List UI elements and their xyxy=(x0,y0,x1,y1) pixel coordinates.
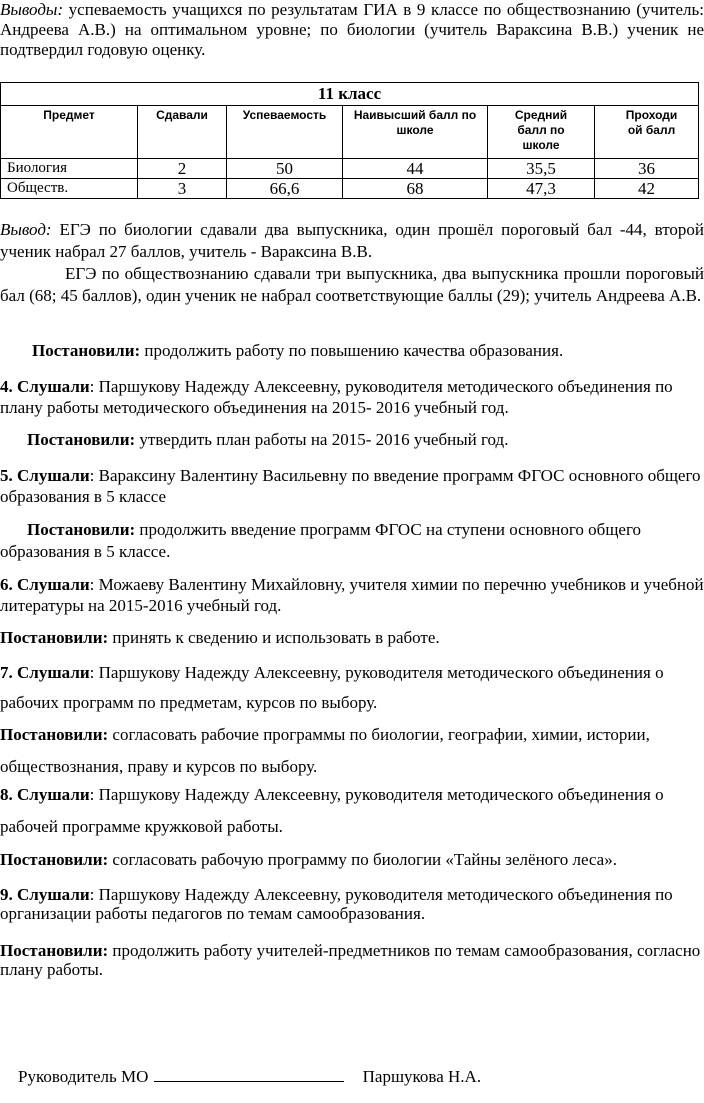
resolution-text: согласовать рабочую программу по биологии «Тайны зелёного леса». xyxy=(108,850,617,869)
resolution-text: обществознания, праву и курсов по выбору. xyxy=(0,757,318,776)
item-number: 5. xyxy=(0,466,13,485)
signature-block xyxy=(18,1066,481,1087)
resolved-label: Постановили: xyxy=(0,725,109,744)
heard-item-7 xyxy=(0,663,704,683)
resolution-text: продолжить работу по повышению качества образования. xyxy=(140,341,564,360)
resolution-text: продолжить введение программ ФГОС на ступени основного общего образования в 5 классе. xyxy=(0,520,642,561)
resolution-item-7-cont xyxy=(0,757,704,777)
table-cell: 42 xyxy=(595,179,699,199)
results-table xyxy=(0,82,699,199)
resolution-item-8 xyxy=(0,850,704,870)
resolution-text: продолжить работу учителей-предметников по темам самообразования, согласно плану работы. xyxy=(0,941,701,979)
heard-label: Слушали xyxy=(17,377,90,396)
table-cell: 2 xyxy=(138,159,227,179)
heard-label: Слушали xyxy=(17,885,90,904)
heard-text: рабочей программе кружковой работы. xyxy=(0,817,283,836)
heard-text: : Вараксину Валентину Васильевну по введение программ ФГОС основного общего образования в 5 классе xyxy=(0,466,701,506)
conclusion-gia xyxy=(0,0,704,60)
heard-text: рабочих программ по предметам, курсов по выбору. xyxy=(0,693,378,712)
resolution-text: согласовать рабочие программы по биологии, географии, химии, истории, xyxy=(108,725,650,744)
resolved-label: Постановили: xyxy=(32,341,141,360)
resolved-label: Постановили: xyxy=(0,850,109,869)
table-cell: Обществ. xyxy=(1,179,138,199)
resolved-label: Постановили: xyxy=(27,430,136,449)
heard-text: : Паршукову Надежду Алексеевну, руководителя методического объединения по организации работы педагогов по темам самообразования. xyxy=(0,885,673,923)
heard-text: : Можаеву Валентину Михайловну, учителя химии по перечню учебников и учебной литературы на 2015-2016 учебный год. xyxy=(0,575,704,615)
resolution-item-5 xyxy=(0,519,704,563)
resolution-item-4 xyxy=(0,430,704,450)
column-header: Успеваемость xyxy=(227,106,343,159)
heard-label: Слушали xyxy=(17,466,90,485)
table-cell: 66,6 xyxy=(227,179,343,199)
conclusion-label: Выводы: xyxy=(0,0,64,19)
heard-item-4 xyxy=(0,376,704,418)
item-number: 9. xyxy=(0,885,13,904)
heard-item-7-cont xyxy=(0,693,704,713)
table-cell: 36 xyxy=(595,159,699,179)
resolution-text: принять к сведению и использовать в работе. xyxy=(108,628,440,647)
table-cell: 44 xyxy=(343,159,488,179)
conclusion-label: Вывод: xyxy=(0,220,52,239)
heard-item-8 xyxy=(0,785,704,805)
item-number: 7. xyxy=(0,663,13,682)
signature-name: Паршукова Н.А. xyxy=(362,1067,482,1086)
resolved-label: Постановили: xyxy=(0,941,109,960)
resolution-item-9 xyxy=(0,941,704,979)
heard-text: : Паршукову Надежду Алексеевну, руководителя методического объединения о xyxy=(89,785,664,804)
table-cell: 47,3 xyxy=(488,179,595,199)
heard-text: : Паршукову Надежду Алексеевну, руководителя методического объединения по плану работы методического объединения на 2015- 2016 учебный год. xyxy=(0,377,673,417)
heard-item-8-cont xyxy=(0,817,704,837)
conclusion-ege-social xyxy=(0,263,704,307)
column-header: Наивысший балл по школе xyxy=(343,106,488,159)
conclusion-text: успеваемость учащихся по результатам ГИА в 9 классе по обществознанию (учитель: Андреева А.В.) на оптимальном уровне; по биологии (учитель Вараксина В.В.) ученик не подтвердил годовую оценку. xyxy=(0,0,704,59)
item-number: 4. xyxy=(0,377,13,396)
conclusion-ege xyxy=(0,219,704,263)
heard-text: : Паршукову Надежду Алексеевну, руководителя методического объединения о xyxy=(89,663,664,682)
table-cell: Биология xyxy=(1,159,138,179)
resolution-item-6 xyxy=(0,628,704,648)
table-row xyxy=(1,159,699,179)
heard-label: Слушали xyxy=(17,663,90,682)
table-cell: 68 xyxy=(343,179,488,199)
resolution-text: утвердить план работы на 2015- 2016 учебный год. xyxy=(135,430,509,449)
heard-item-6 xyxy=(0,574,704,616)
column-header: Средний балл по школе xyxy=(488,106,595,159)
table-title: 11 класс xyxy=(1,83,699,106)
conclusion-text-biology: ЕГЭ по биологии сдавали два выпускника, один прошёл пороговый бал -44, второй ученик набрал 27 баллов, учитель - Вараксина В.В. xyxy=(0,220,704,261)
heard-item-9 xyxy=(0,885,704,923)
heard-label: Слушали xyxy=(17,575,90,594)
item-number: 6. xyxy=(0,575,13,594)
column-header: Предмет xyxy=(1,106,138,159)
resolved-label: Постановили: xyxy=(27,520,136,539)
column-header: Проходи ой балл xyxy=(595,106,699,159)
table-row xyxy=(1,179,699,199)
resolved-label: Постановили: xyxy=(0,628,109,647)
signature-role: Руководитель МО xyxy=(18,1067,149,1086)
conclusion-text-social: ЕГЭ по обществознанию сдавали три выпускника, два выпускника прошли пороговый бал (68; 45 баллов), один ученик не набрал соответствующие баллы (29); учитель Андреева А.В. xyxy=(0,264,704,305)
resolution-item-7 xyxy=(0,725,704,745)
table-header-row xyxy=(1,106,699,159)
resolution-quality xyxy=(0,341,704,361)
table-cell: 3 xyxy=(138,179,227,199)
signature-line xyxy=(154,1066,344,1082)
heard-item-5 xyxy=(0,465,704,507)
heard-label: Слушали xyxy=(17,785,90,804)
item-number: 8. xyxy=(0,785,13,804)
table-cell: 35,5 xyxy=(488,159,595,179)
column-header: Сдавали xyxy=(138,106,227,159)
table-cell: 50 xyxy=(227,159,343,179)
